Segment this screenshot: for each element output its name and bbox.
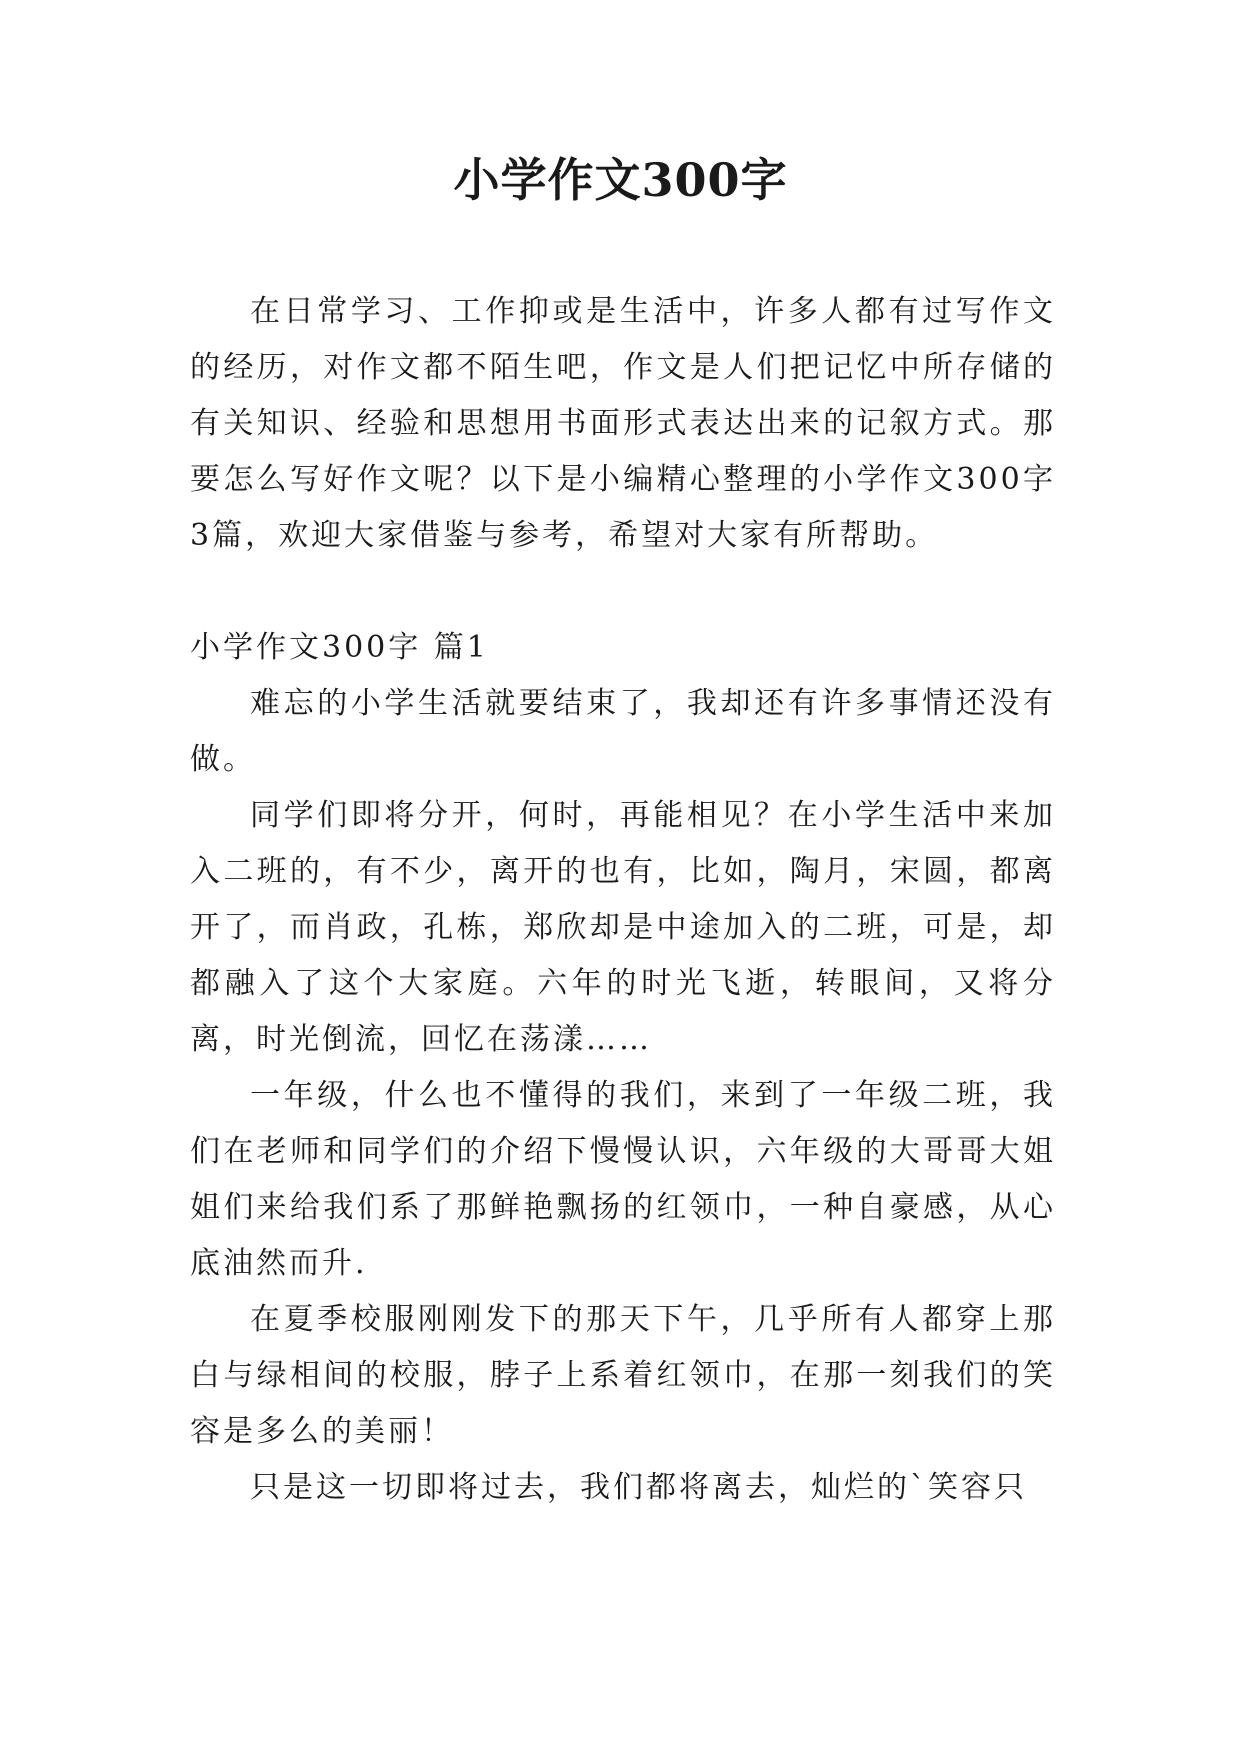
intro-paragraph: 在日常学习、工作抑或是生活中，许多人都有过写作文的经历，对作文都不陌生吧，作文是人们把记忆中所存储的有关知识、经验和思想用书面形式表达出来的记叙方式。那要怎么写好作文呢？以下是小编精心整理的小学作文300字3篇，欢迎大家借鉴与参考，希望对大家有所帮助。 — [190, 294, 1056, 553]
page-title: 小学作文300字 — [453, 153, 788, 207]
section-heading: 小学作文300字 篇1 — [190, 630, 489, 665]
body-paragraph: 在夏季校服刚刚发下的那天下午，几乎所有人都穿上那白与绿相间的校服，脖子上系着红领巾，在那一刻我们的笑容是多么的美丽！ — [190, 1302, 1056, 1449]
body-paragraph: 同学们即将分开，何时，再能相见？在小学生活中来加入二班的，有不少，离开的也有，比如，陶月，宋圆，都离开了，而肖政，孔栋，郑欣却是中途加入的二班，可是，却都融入了这个大家庭。六年的时光飞逝，转眼间，又将分离，时光倒流，回忆在荡漾…… — [190, 798, 1056, 1057]
body-paragraph: 一年级，什么也不懂得的我们，来到了一年级二班，我们在老师和同学们的介绍下慢慢认识，六年级的大哥哥大姐姐们来给我们系了那鲜艳飘扬的红领巾，一种自豪感，从心底油然而升. — [190, 1078, 1056, 1281]
document-body — [190, 284, 1056, 1516]
body-paragraph: 难忘的小学生活就要结束了，我却还有许多事情还没有做。 — [190, 686, 1056, 777]
body-paragraph: 只是这一切即将过去，我们都将离去，灿烂的`笑容只 — [250, 1470, 1027, 1505]
